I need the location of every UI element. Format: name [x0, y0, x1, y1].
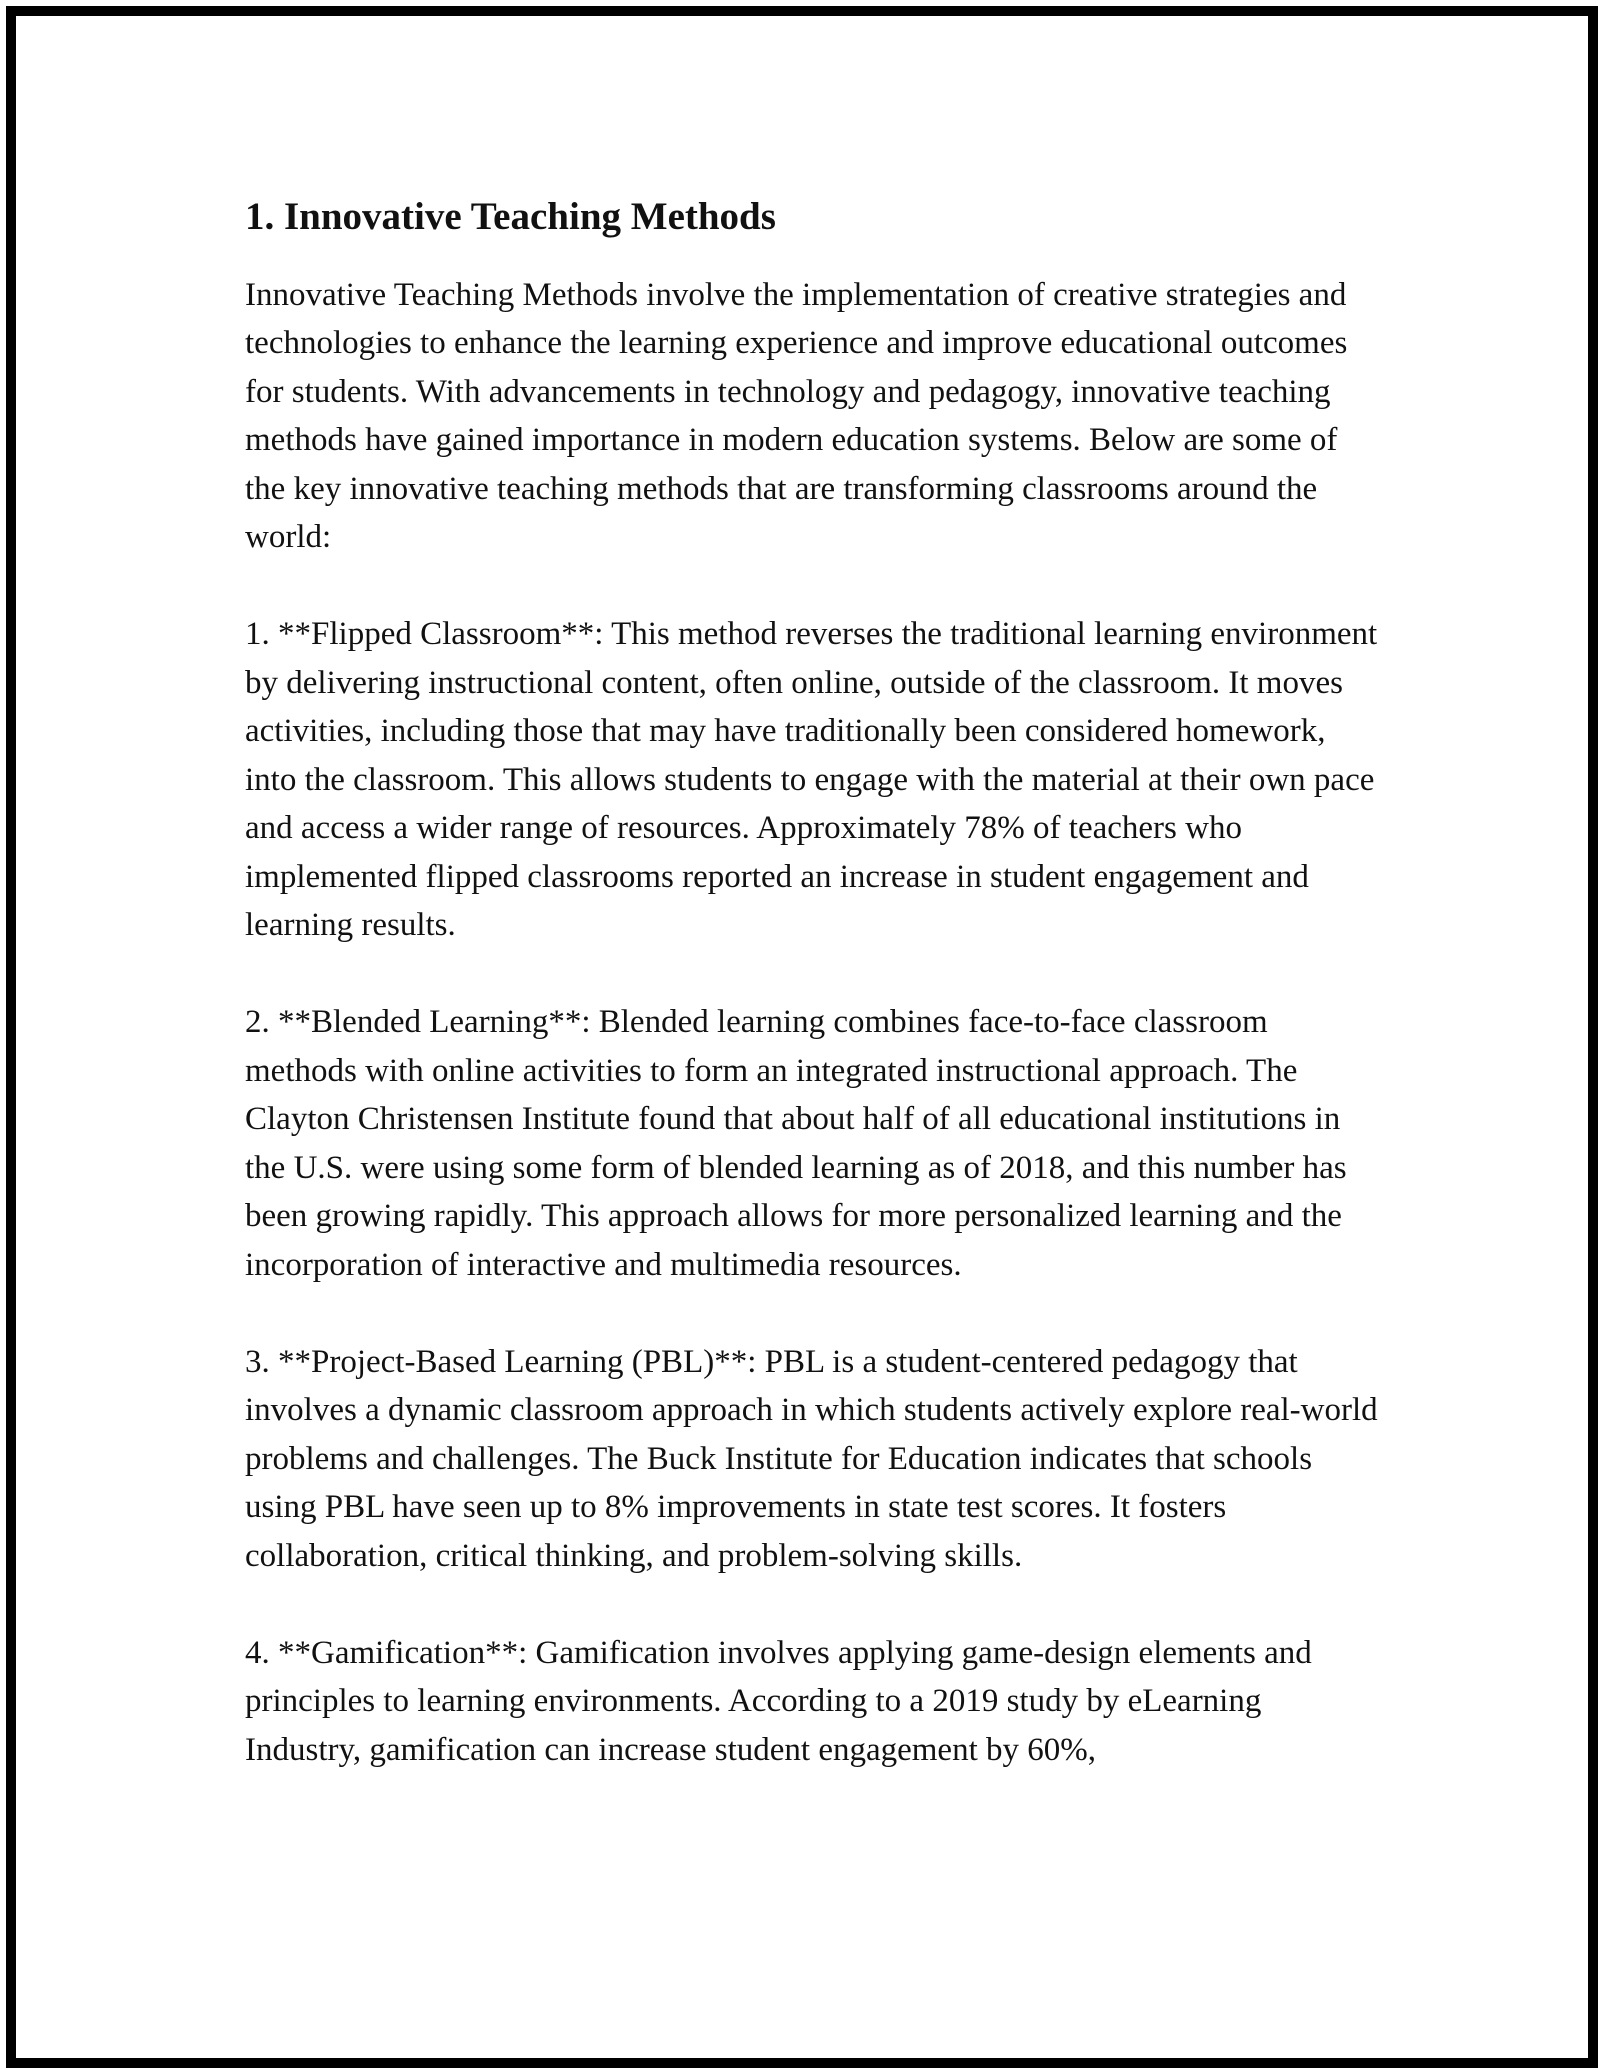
project-based-learning-paragraph: 3. **Project-Based Learning (PBL)**: PBL is a student-centered pedagogy that involves a dynamic classroom approach in which students actively explore real-world problems and challenges. The Buck Institute for Education indicates that schools using PBL have seen up to 8% improvements in state test scores. It fosters collaboration, critical thinking, and problem-solving skills. [245, 1343, 1378, 1574]
gamification-paragraph: 4. **Gamification**: Gamification involves applying game-design elements and principles to learning environments. According to a 2019 study by eLearning Industry, gamification can increase student engagement by 60%, [245, 1634, 1312, 1768]
section-title: 1. Innovative Teaching Methods [245, 195, 776, 238]
intro-paragraph: Innovative Teaching Methods involve the implementation of creative strategies and technologies to enhance the learning experience and improve educational outcomes for students. With advancements in technology and pedagogy, innovative teaching methods have gained importance in modern education systems. Below are some of the key innovative teaching methods that are transforming classrooms around the world: [245, 276, 1348, 556]
blended-learning-paragraph: 2. **Blended Learning**: Blended learning combines face-to-face classroom methods with online activities to form an integrated instructional approach. The Clayton Christensen Institute found that about half of all educational institutions in the U.S. were using some form of blended learning as of 2018, and this number has been growing rapidly. This approach allows for more personalized learning and the incorporation of interactive and multimedia resources. [245, 1004, 1347, 1283]
page-frame [6, 6, 1598, 2068]
flipped-classroom-paragraph: 1. **Flipped Classroom**: This method reverses the traditional learning environment by delivering instructional content, often online, outside of the classroom. It moves activities, including those that may have traditionally been considered homework, into the classroom. This allows students to engage with the material at their own pace and access a wider range of resources. Approximately 78% of teachers who implemented flipped classrooms reported an increase in student engagement and learning results. [245, 616, 1378, 944]
document-body [245, 192, 1385, 1823]
